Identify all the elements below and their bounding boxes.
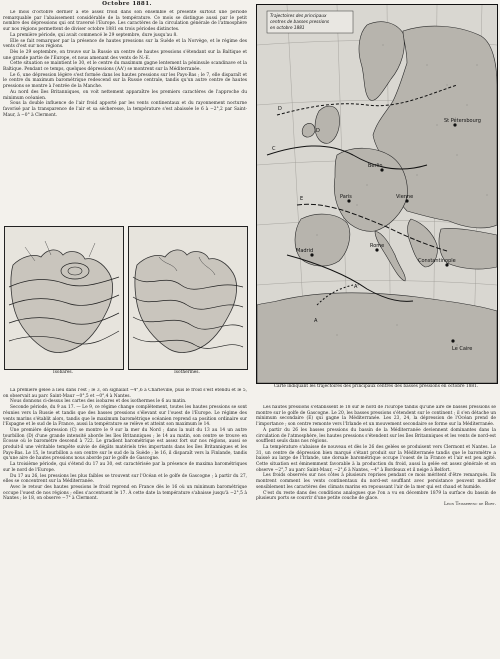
- article-paragraph: À partir du 26 les basses pressions du bassin de la Méditerranée deviennent dominantes dans la circulation de l'atmosphère, les hautes pressions s'étendent sur les îles Britanniques et les vents de nord-est soufflent seuls dans nos régions.: [256, 427, 496, 445]
- isotherms-caption: Isothermes.: [174, 370, 200, 375]
- label-constantinople: Constantinople: [418, 258, 456, 264]
- map-legend-line-2: centres de basses pressions: [270, 19, 330, 24]
- article-column-left-top: [3, 10, 247, 222]
- label-trajectory-d-small: D: [316, 128, 320, 134]
- article-column-left-bottom: [3, 388, 247, 658]
- article-paragraph: Dès le 29 septembre, on trouve sur la Russie un centre de hautes pressions s'étendant sur la Baltique et une grande partie de l'Europe, et nous amenant des vents de N.-E.: [3, 49, 247, 61]
- europe-trajectories-map: [256, 4, 498, 384]
- article-paragraph: Sous la double influence de l'air froid apporté par les vents continentaux et du rayonnement nocturne favorisé par la transparence de l'air et sa sécheresse, la température s'est abaissée le 6 à −2°,2 par Saint-Maur, à −0° à Clermont.: [3, 101, 247, 118]
- map-caption: Carte indiquant les trajectoires des principaux centres des basses pressions en octobre 1881.: [273, 384, 479, 389]
- label-vienne: Vienne: [396, 194, 414, 200]
- article-paragraph: Le mois d'octobre dernier a été assez froid dans son ensemble et présente surtout une période remarquable par l'abaissement considérable de la température. Ce mois se distingue aussi par le petit nombre des dépressions qui ont traversé l'Europe. Les caractères de la circulation générale de l'atmosphère sur nos régions permettent de diviser octobre 1881 en trois périodes distinctes.: [3, 10, 247, 33]
- label-trajectory-a: A: [314, 318, 318, 324]
- article-paragraph: Au nord des îles Britanniques, on voit nettement apparaître les premiers caractères de l'approche du minimum océanien.: [3, 89, 247, 101]
- label-trajectory-d: D: [278, 106, 282, 112]
- label-trajectory-c: C: [272, 146, 276, 152]
- article-paragraph: Les froids observés sur nos côtes à plusieurs reprises pendant ce mois méritent d'être remarqués. Ils montrent comment les vents continentaux du nord-est soufflant avec persistance peuvent modifier sensiblement les caractères des climats marins en repoussant l'air de la mer qui est chaud et humide.: [256, 473, 496, 490]
- article-paragraph: La température s'abaisse de nouveau et dès le 26 des gelées se produisent vers Clermont et Nantes. Le 31, un centre de dépression bien marqué s'étant produit sur la Méditerranée tandis que le baromètre a baissé au large de l'Irlande, une dorsale barométrique occupe l'ouest de la France et l'air est peu agité. Cette situation est éminemment favorable à la production du froid, aussi la gelée est assez générale et on observe −2°,7 au parc Saint-Maur, −2°,6 à Nantes, −4° à Bordeaux et il neige à Belfort.: [256, 444, 496, 473]
- article-paragraph: Le 6, une dépression légère s'est formée dans les hautes pressions sur les Pays-Bas ; le 7, elle disparaît et le centre du maximum barométrique redescend sur la Russie centrale, tandis qu'un autre centre de hautes pressions se montre à l'entrée de la Manche.: [3, 72, 247, 90]
- page-header: Octobre 1881.: [102, 1, 152, 7]
- article-paragraph: Les hautes pressions s'établissent le 18 sur le nord de l'Europe tandis qu'une aire de basses pressions se montre sur le golfe de Gascogne. Le 20, les basses pressions s'étendent sur le continent ; il s'en détache un minimum secondaire (E) qui gagne la Méditerranée. Les 23, 24, la dépression de l'Océan prend de l'importance ; son centre remonte vers l'Irlande et un mouvement secondaire se forme sur la Méditerranée.: [256, 405, 496, 428]
- label-berlin: Berlin: [368, 163, 383, 169]
- article-column-right: [256, 405, 496, 658]
- label-le-caire: Le Caire: [452, 346, 473, 352]
- article-paragraph: Avec le retour des hautes pressions le froid reprend en France dès le 16 où un minimum barométrique occupe l'ouest de nos régions ; elles s'accentuent le 17. À cette date la température s'abaisse jusqu'à −2°,5 à Nantes ; le 18, on observe −7° à Clermont.: [3, 484, 247, 502]
- label-rome: Rome: [370, 243, 385, 249]
- article-paragraph: Cette situation se maintient le 30, et le centre du maximum gagne lentement la péninsule scandinave et la Baltique. Pendant ce temps, quelques dépressions (AA') se montrent sur la Méditerranée.: [3, 61, 247, 73]
- isobars-map: [4, 226, 124, 370]
- article-paragraph: Nous donnons ci-dessus les cartes des isobares et des isothermes le 6 au matin.: [10, 399, 187, 405]
- label-st-petersbourg: St Pétersbourg: [444, 118, 481, 124]
- article-paragraph: La première gelée a lieu dans l'est ; le 3, on signalait −4°,6 à Charleville, puis le froid s'est étendu et le 5, on observait au parc Saint-Maur −0°,5 et −0°,4 à Nantes.: [3, 388, 247, 399]
- isobars-caption: Isobares.: [53, 370, 73, 375]
- label-paris: Paris: [340, 194, 352, 200]
- article-paragraph: C'est du reste dans des conditions analogues que l'on a vu en décembre 1879 la surface du bassin de plusieurs ports se couvrir d'une petite couche de glace.: [256, 490, 496, 502]
- map-legend-line-3: en octobre 1881: [270, 25, 305, 30]
- article-paragraph: Du 17 au 26, les pressions les plus faibles se trouvent sur l'Océan et le golfe de Gascogne ; à partir du 27, elles se concentrent sur la Méditerranée.: [3, 473, 247, 485]
- map-legend-line-1: Trajectoires des principaux: [270, 13, 327, 18]
- isotherms-map: [128, 226, 248, 370]
- article-paragraph: La troisième période, qui s'étend du 17 au 30, est caractérisée par la présence de maxima barométriques sur le nord de l'Europe.: [3, 462, 247, 473]
- label-trajectory-a-prime: A': [354, 284, 359, 290]
- article-paragraph: La première période, qui avait commencé le 29 septembre, dure jusqu'au 8.: [10, 32, 178, 38]
- label-trajectory-e: E: [300, 196, 304, 202]
- article-paragraph: Elle se fait remarquer par la présence de hautes pressions sur la Suède et la Norvège, et le régime des vents d'est sur nos régions.: [3, 38, 247, 50]
- article-paragraph: Seconde période, du 9 au 17. — Le 9, ce régime change complètement, toutes les hautes pressions se sont réunies vers la Russie et tandis que des basses pressions s'élevant sur l'ouest de l'Europe. Le régime des vents marins s'établit alors, tandis que le maximum barométrique océanien reprend sa position ordinaire sur l'Espagne et le sud de la France, aussi la température se relève et atteint son maximum le 14.: [3, 405, 247, 428]
- figure-row: [4, 226, 246, 376]
- article-paragraph: Une première dépression (C) se montre le 9 sur la mer du Nord ; dans la nuit du 13 au 14 un autre tourbillon (D) d'une grande intensité aborde les îles Britanniques ; le 14 au matin, son centre se trouve en Écosse où le baromètre descend à 722. Le gradient barométrique est assez fort sur nos régions, aussi se produit-il une véritable tempête suivie de dégâts matériels très importants dans les îles Britanniques et les Pays-Bas. Le 15, le tourbillon a son centre sur le sud de la Suède ; le 16, il disparaît vers la Finlande, tandis qu'une aire de hautes pressions nous aborde par le golfe de Gascogne.: [3, 427, 247, 462]
- author-signature: Léon Teisserenc de Bort.: [443, 501, 496, 507]
- label-madrid: Madrid: [296, 248, 314, 254]
